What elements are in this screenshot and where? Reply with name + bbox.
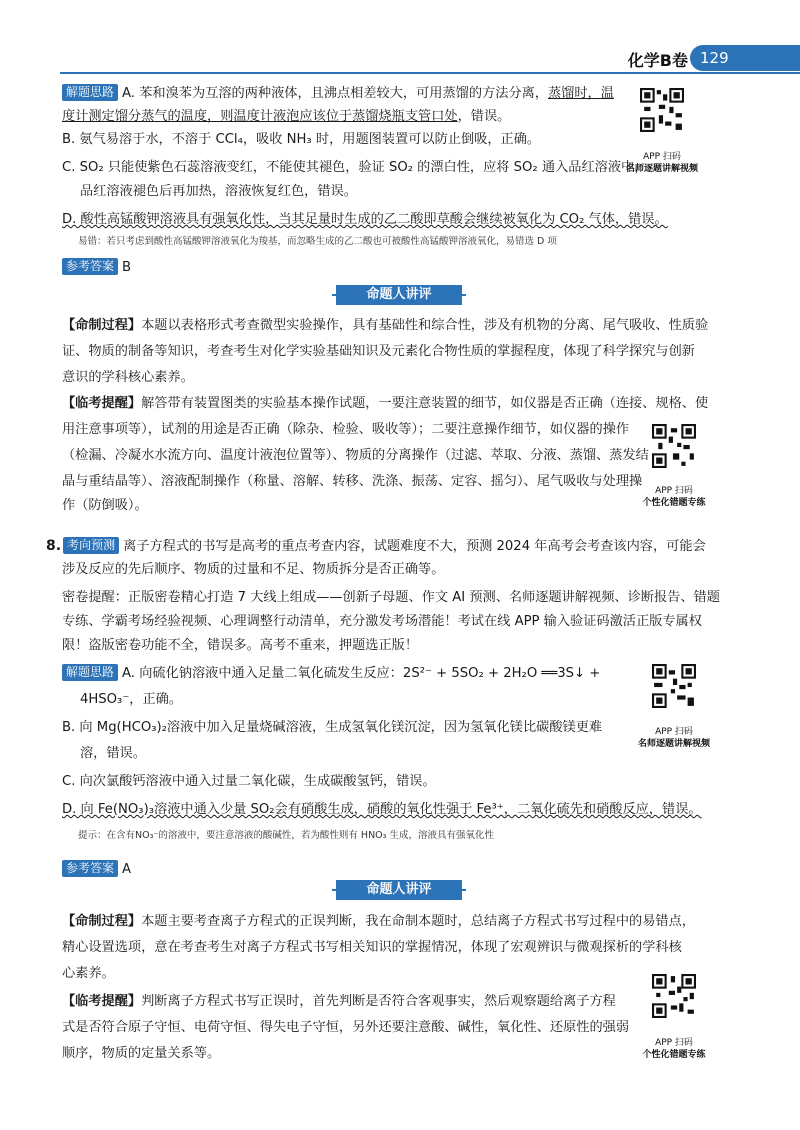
q8-promo-line1: 密卷提醒：正版密卷精心打造 7 大线上组成——创新子母题、作文 AI 预测、名师逐题讲解视频、诊断报告、错题: [62, 590, 720, 605]
solution-tag: 解题思路: [62, 84, 118, 101]
q8-tip-line3: 顺序，物质的定量关系等。: [62, 1046, 221, 1061]
q7-tip-line2: 用注意事项等），试剂的用途是否正确（除杂、检验、吸收等）；二要注意操作细节，如仪器的操作: [62, 422, 630, 437]
q8-option-b-line1: B. 向 Mg(HCO₃)₂溶液中加入足量烧碱溶液，生成氢氧化镁沉淀，因为氢氧化镁比碳酸镁更难: [62, 720, 603, 735]
header-rule: [60, 72, 800, 74]
qr-caption-sub: 个性化错题专练: [642, 498, 706, 508]
q8-process-line2: 精心设置选项，意在考查考生对离子方程式书写相关知识的掌握情况，体现了宏观辨识与微观探析的学科核: [62, 940, 682, 955]
q8-option-a-line1: 解题思路 A. 向硫化钠溶液中通入足量二氧化硫发生反应：2S²⁻ + 5SO₂ + 2H₂O ══3S↓ +: [62, 664, 600, 684]
qr-caption: APP 扫码: [655, 486, 693, 496]
qr-code-icon[interactable]: [640, 88, 684, 132]
q7-pitfall-note: 易错：若只考虑到酸性高锰酸钾溶液氧化为羧基，而忽略生成的乙二酸也可被酸性高锰酸钾溶液氧化，易错选 D 项: [78, 236, 557, 247]
lecture-title: 命题人讲评: [336, 285, 462, 305]
qr-code-icon[interactable]: [652, 424, 696, 468]
q8-promo-line2: 专练、学霸考场经验视频、心理调整行动清单，充分激发考场潜能！考试在线 APP 输入验证码激活正版专属权: [62, 614, 702, 629]
q8-answer: 参考答案 A: [62, 860, 131, 880]
qr-caption-sub: 名师逐题讲解视频: [637, 739, 710, 749]
qr-caption: APP 扫码: [643, 152, 681, 162]
subject-title: 化学B卷: [627, 51, 688, 70]
qr-caption: APP 扫码: [655, 1038, 693, 1048]
q8-process-line3: 心素养。: [62, 966, 115, 981]
lecture-title: 命题人讲评: [336, 880, 462, 900]
q7-option-a-line1: 解题思路 A. 苯和溴苯为互溶的两种液体，且沸点相差较大，可用蒸馏的方法分离，蒸馏时，温: [62, 84, 614, 104]
qr-code-icon[interactable]: [652, 974, 696, 1018]
q7-tip-line5: 作（防倒吸）。: [62, 498, 148, 513]
q8-tip-line1: 【临考提醒】判断离子方程式书写正误时，首先判断是否符合客观事实，然后观察题给离子方程: [62, 994, 616, 1009]
q8-option-d: D. 向 Fe(NO₃)₃溶液中通入少量 SO₂会有硝酸生成，硝酸的氧化性强于 Fe³⁺，二氧化硫先和硝酸反应，错误。: [62, 802, 702, 817]
q8-option-b-line2: 溶，错误。: [80, 746, 146, 761]
q7-option-d: D. 酸性高锰酸钾溶液具有强氧化性，当其足量时生成的乙二酸即草酸会继续被氧化为 CO₂ 气体，错误。: [62, 212, 668, 227]
q8-forecast-line1: 8. 考向预测 离子方程式的书写是高考的重点考查内容，试题难度不大，预测 2024 年高考会考查该内容，可能会: [46, 538, 706, 554]
q7-option-a-line2: 度计测定馏分蒸气的温度，则温度计液泡应该位于蒸馏烧瓶支管口处，错误。: [62, 109, 511, 124]
q8-process-line1: 【命制过程】本题主要考查离子方程式的正误判断，我在命制本题时，总结离子方程式书写过程中的易错点，: [62, 914, 695, 929]
q7-tip-line4: 晶与重结晶等）、溶液配制操作（称量、溶解、转移、洗涤、振荡、定容、摇匀）、尾气吸收与处理操: [62, 474, 643, 489]
q8-tip-line2: 式是否符合原子守恒、电荷守恒、得失电子守恒，另外还要注意酸、碱性，氧化性、还原性的强弱: [62, 1020, 630, 1035]
answer-tag: 参考答案: [62, 860, 118, 877]
page-number: 129: [690, 45, 800, 71]
q7-option-c-line1: C. SO₂ 只能使紫色石蕊溶液变红，不能使其褪色，验证 SO₂ 的漂白性，应将 SO₂ 通入品红溶液中，: [62, 160, 648, 175]
qr-code-icon[interactable]: [652, 664, 696, 708]
q7-answer: 参考答案 B: [62, 258, 131, 278]
q8-forecast-line2: 涉及反应的先后顺序、物质的过量和不足、物质拆分是否正确等。: [62, 562, 445, 577]
q7-process-line2: 证、物质的制备等知识，考查考生对化学实验基础知识及元素化合物性质的掌握程度，体现了科学探究与创新: [62, 344, 695, 359]
q8-option-a-line2: 4HSO₃⁻，正确。: [80, 692, 183, 707]
question-number: 8.: [46, 538, 62, 554]
q8-option-c: C. 向次氯酸钙溶液中通入过量二氧化碳，生成碳酸氢钙，错误。: [62, 774, 436, 789]
answer-tag: 参考答案: [62, 258, 118, 275]
q7-process-line1: 【命制过程】本题以表格形式考查微型实验操作，具有基础性和综合性，涉及有机物的分离、尾气吸收、性质验: [62, 318, 709, 333]
q8-promo-line3: 限！盗版密卷功能不全，错误多。高考不重来，押题选正版！: [62, 638, 419, 653]
qr-caption-sub: 名师逐题讲解视频: [625, 164, 698, 174]
q7-option-b: B. 氨气易溶于水，不溶于 CCl₄，吸收 NH₃ 时，用题图装置可以防止倒吸，正确。: [62, 132, 541, 147]
q8-hint-note: 提示：在含有NO₃⁻的溶液中，要注意溶液的酸碱性，若为酸性则有 HNO₃ 生成，溶液具有强氧化性: [78, 830, 494, 841]
qr-caption-sub: 个性化错题专练: [642, 1050, 706, 1060]
q7-option-c-line2: 品红溶液褪色后再加热，溶液恢复红色，错误。: [80, 184, 357, 199]
qr-caption: APP 扫码: [655, 727, 693, 737]
q7-process-line3: 意识的学科核心素养。: [62, 370, 194, 385]
q7-tip-line1: 【临考提醒】解答带有装置图类的实验基本操作试题，一要注意装置的细节，如仪器是否正确（连接、规格、使: [62, 396, 709, 411]
forecast-tag: 考向预测: [63, 537, 119, 554]
solution-tag: 解题思路: [62, 664, 118, 681]
q7-tip-line3: （检漏、冷凝水水流方向、温度计液泡位置等）、物质的分离操作（过滤、萃取、分液、蒸馏、蒸发结: [62, 448, 649, 463]
